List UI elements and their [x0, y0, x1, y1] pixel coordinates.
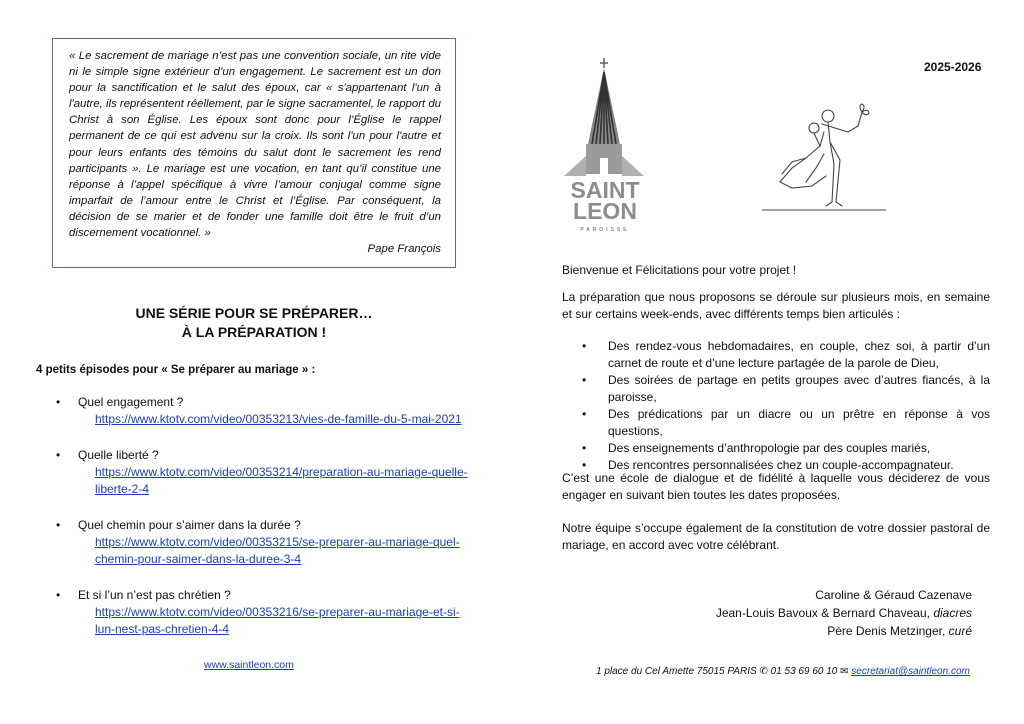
- signature-line1: Caroline & Géraud Cazenave: [815, 588, 972, 602]
- footer-email-link[interactable]: secretariat@saintleon.com: [851, 666, 970, 677]
- activity-text: Des rendez-vous hebdomadaires, en couple, chez soi, à partir d’un carnet de route et d’une lecture partagée de la parole de Dieu,: [608, 339, 990, 370]
- quote-text: « Le sacrement de mariage n’est pas une convention sociale, un rite vide ni le simple signe extérieur d’un engagement. Le sacrement est un don pour la sanctification et le salut des époux, car « s'appartenant l'un à l'autre, ils représentent réellement, par le signe sacramentel, le rapport du Christ à son Église. Les époux sont donc pour l’Église le rappel permanent de ce qui est advenu sur la croix. Ils sont l'un pour l'autre et pour leurs enfants des témoins du salut dont le sacrement les rend participants ». Le mariage est une vocation, en tant qu’il constitue une réponse à l’appel spécifique à vivre l’amour conjugal comme signe imparfait de l’amour entre le Christ et l’Église. Par conséquent, la décision de se marier et de fonder une famille doit être le fruit d’un discernement vocationnel. »: [69, 50, 441, 240]
- team-text: Notre équipe s’occupe également de la constitution de votre dossier pastoral de mariage, en accord avec votre célébrant.: [562, 521, 990, 552]
- episode-link[interactable]: https://www.ktotv.com/video/00353213/vies-de-famille-du-5-mai-2021: [95, 412, 462, 426]
- episode-title: Quel engagement ?: [78, 395, 184, 409]
- episode-title: Et si l’un n’est pas chrétien ?: [78, 588, 231, 602]
- bullet-icon: •: [56, 448, 61, 462]
- activities-list: [580, 338, 990, 474]
- activity-text: Des prédications par un diacre ou un prêtre en réponse à vos questions,: [608, 407, 990, 438]
- bullet-icon: •: [56, 518, 61, 532]
- bullet-icon: •: [56, 395, 61, 409]
- bullet-icon: •: [582, 441, 587, 455]
- list-item: [580, 406, 990, 440]
- list-item: [580, 372, 990, 406]
- bullet-icon: •: [582, 458, 587, 472]
- series-title-line1: UNE SÉRIE POUR SE PRÉPARER…: [135, 305, 373, 321]
- signature-deacons: Jean-Louis Bavoux & Bernard Chaveau,: [715, 606, 930, 620]
- signature-line2: [716, 604, 972, 622]
- list-item: [52, 587, 472, 638]
- intro-text: La préparation que nous proposons se déroule sur plusieurs mois, en semaine et sur certains week-ends, avec différents temps bien articulés :: [562, 290, 990, 321]
- year-label: 2025-2026: [924, 60, 982, 74]
- mail-icon: ✉: [840, 666, 849, 677]
- activity-text: Des enseignements d’anthropologie par des couples mariés,: [608, 441, 931, 455]
- list-item: [580, 338, 990, 372]
- saint-leon-logo: [562, 58, 648, 234]
- episode-link[interactable]: https://www.ktotv.com/video/00353214/preparation-au-mariage-quelle-liberte-2-4: [95, 465, 468, 496]
- school-text: C’est une école de dialogue et de fidélité à laquelle vous déciderez de vous engager en suivant bien toutes les dates proposées.: [562, 471, 990, 502]
- series-title: [52, 304, 456, 342]
- wedding-couple-icon: [762, 102, 886, 222]
- episodes-intro: 4 petits épisodes pour « Se préparer au mariage » :: [36, 364, 316, 376]
- bullet-icon: •: [582, 339, 587, 353]
- quote-author: Pape François: [367, 243, 441, 256]
- footer: [596, 666, 970, 677]
- footer-address: 1 place du Cel Amette 75015 PARIS: [596, 666, 757, 677]
- signature-deacons-role: diacres: [933, 606, 972, 620]
- logo-line2: LEON: [573, 198, 637, 224]
- website-link[interactable]: www.saintleon.com: [204, 659, 294, 671]
- episode-link[interactable]: https://www.ktotv.com/video/00353216/se-preparer-au-mariage-et-si-lun-nest-pas-chretien-4-4: [95, 605, 460, 636]
- footer-phone: 01 53 69 60 10: [770, 666, 838, 677]
- phone-icon: ✆: [759, 666, 768, 677]
- welcome-text: Bienvenue et Félicitations pour votre projet !: [562, 263, 797, 277]
- signature-priest-role: curé: [948, 624, 972, 638]
- quote-box: [52, 38, 456, 268]
- series-title-line2: À LA PRÉPARATION !: [181, 324, 327, 340]
- episode-list: [52, 394, 472, 657]
- episode-title: Quel chemin pour s’aimer dans la durée ?: [78, 518, 301, 532]
- list-item: [52, 447, 472, 498]
- episode-link[interactable]: https://www.ktotv.com/video/00353215/se-preparer-au-mariage-quel-chemin-pour-saimer-dans-la-duree-3-4: [95, 535, 460, 566]
- signature-line3: [716, 622, 972, 640]
- signatures: [716, 586, 972, 640]
- activity-text: Des soirées de partage en petits groupes avec d’autres fiancés, à la paroisse,: [608, 373, 990, 404]
- church-icon: [564, 58, 644, 176]
- list-item: [580, 440, 990, 457]
- bullet-icon: •: [56, 588, 61, 602]
- logo-sub: PAROISSE: [580, 227, 630, 233]
- logo-line1: SAINT: [570, 177, 640, 203]
- list-item: [52, 394, 472, 428]
- list-item: [52, 517, 472, 568]
- bullet-icon: •: [582, 373, 587, 387]
- activity-text: Des rencontres personnalisées chez un couple-accompagnateur.: [608, 458, 954, 472]
- bullet-icon: •: [582, 407, 587, 421]
- signature-priest: Père Denis Metzinger,: [827, 624, 946, 638]
- episode-title: Quelle liberté ?: [78, 448, 159, 462]
